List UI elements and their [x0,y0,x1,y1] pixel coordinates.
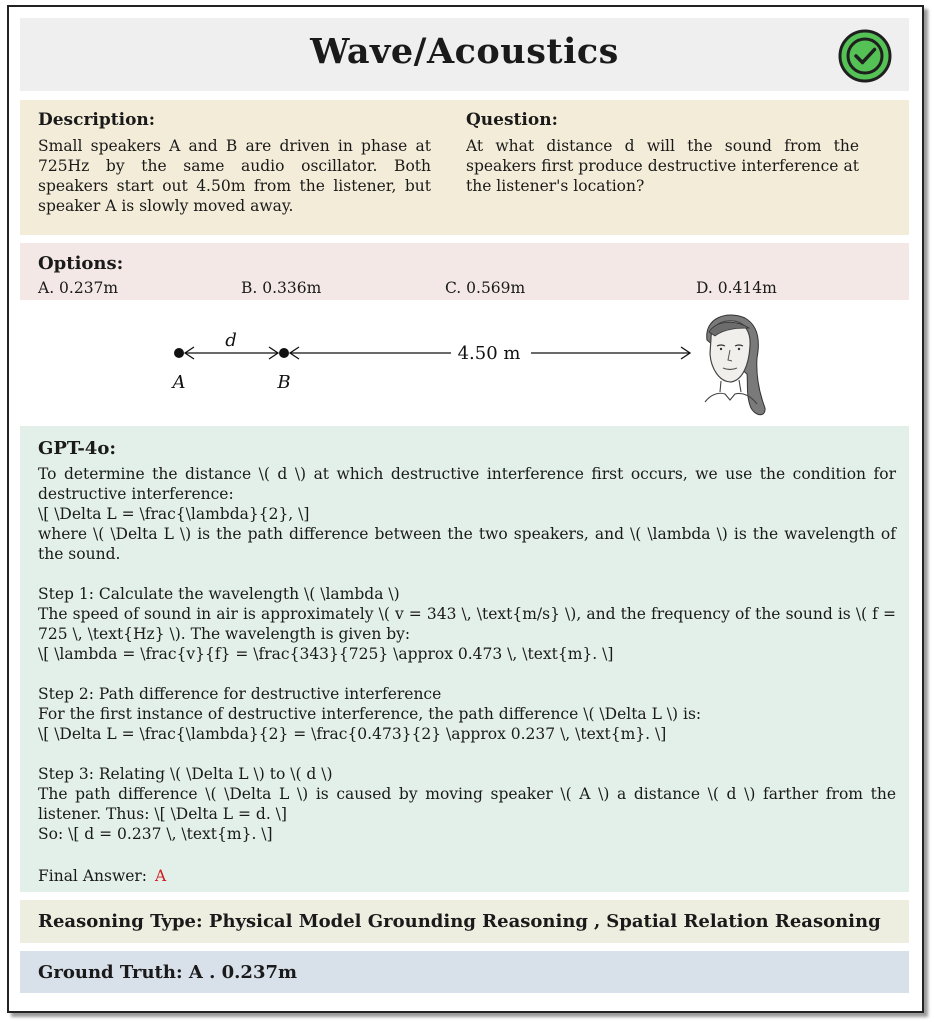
description-text: Small speakers A and B are driven in phase at 725Hz by the same audio oscillator. Both speakers start out 4.50m from the listener, but speaker A is slowly moved away. [38,137,431,215]
speaker-a-dot [174,348,184,358]
title-bar [20,18,909,91]
gpt-intro-formula: \[ \Delta L = \frac{\lambda}{2}, \] [38,505,310,523]
gpt-intro-where: where \( \Delta L \) is the path difference between the two speakers, and \( \lambda \) is the wavelength of the sound. [38,525,896,563]
gpt-response-body [38,464,896,844]
gpt-step3-text: The path difference \( \Delta L \) is caused by moving speaker \( A \) a distance \( d \) farther from the listener. Thus: \[ \Delta L = d. \] [38,785,896,823]
label-b: B [277,372,291,393]
option-d: D. 0.414m [696,279,777,297]
final-answer-label: Final Answer: [38,867,148,885]
gpt-step2-title: Step 2: Path difference for destructive interference [38,685,442,703]
listener-face-icon [705,315,765,415]
description-section [38,110,431,216]
gpt-heading: GPT-4o: [38,438,116,459]
ground-truth-label: Ground Truth: [38,962,183,983]
reasoning-type-1: Physical Model Grounding Reasoning [208,911,588,932]
final-answer-value: A [155,867,167,885]
gpt-step1-title: Step 1: Calculate the wavelength \( \lambda \) [38,585,400,603]
final-answer [38,867,166,885]
question-heading: Question: [466,110,558,130]
option-c: C. 0.569m [445,279,526,297]
gpt-step2-formula: \[ \Delta L = \frac{\lambda}{2} = \frac{0.473}{2} \approx 0.237 \, \text{m}. \] [38,725,667,743]
distance-label: 4.50 m [457,343,521,364]
card-frame [7,5,924,1013]
description-heading: Description: [38,110,156,130]
gpt-step2-text: For the first instance of destructive interference, the path difference \( \Delta L \) is: [38,705,702,723]
gpt-intro: To determine the distance \( d \) at which destructive interference first occurs, we use the condition for destructive interference: [38,465,896,503]
options-heading: Options: [38,253,124,274]
speaker-diagram [159,312,779,422]
gpt-step1-formula: \[ \lambda = \frac{v}{f} = \frac{343}{725} \approx 0.473 \, \text{m}. \] [38,645,614,663]
reasoning-separator: , [594,911,601,932]
gpt-step3-title: Step 3: Relating \( \Delta L \) to \( d \) [38,765,333,783]
option-b: B. 0.336m [241,279,322,297]
label-a: A [172,372,186,393]
ground-truth-line [38,962,297,983]
gpt-step1-text: The speed of sound in air is approximately \( v = 343 \, \text{m/s} \), and the frequency of the sound is \( f = 725 \, \text{Hz} \). The wavelength is given by: [38,605,896,643]
page-title: Wave/Acoustics [310,31,619,72]
question-section [466,110,859,196]
speaker-b-dot [279,348,289,358]
option-a: A. 0.237m [38,279,119,297]
description-question-panel [20,100,909,235]
ground-truth-value: A . 0.237m [188,962,298,983]
gpt-step3-so: So: \[ d = 0.237 \, \text{m}. \] [38,825,273,843]
check-circle-icon [837,28,893,84]
reasoning-type-label: Reasoning Type: [38,911,203,932]
label-d: d [225,330,237,351]
ground-truth-bar [20,951,909,993]
reasoning-type-bar [20,900,909,943]
reasoning-type-line [38,911,881,932]
options-panel [20,243,909,300]
reasoning-type-2: Spatial Relation Reasoning [606,911,881,932]
gpt-response-panel [20,426,909,892]
question-text: At what distance d will the sound from the speakers first produce destructive interference at the listener's location? [466,137,859,195]
